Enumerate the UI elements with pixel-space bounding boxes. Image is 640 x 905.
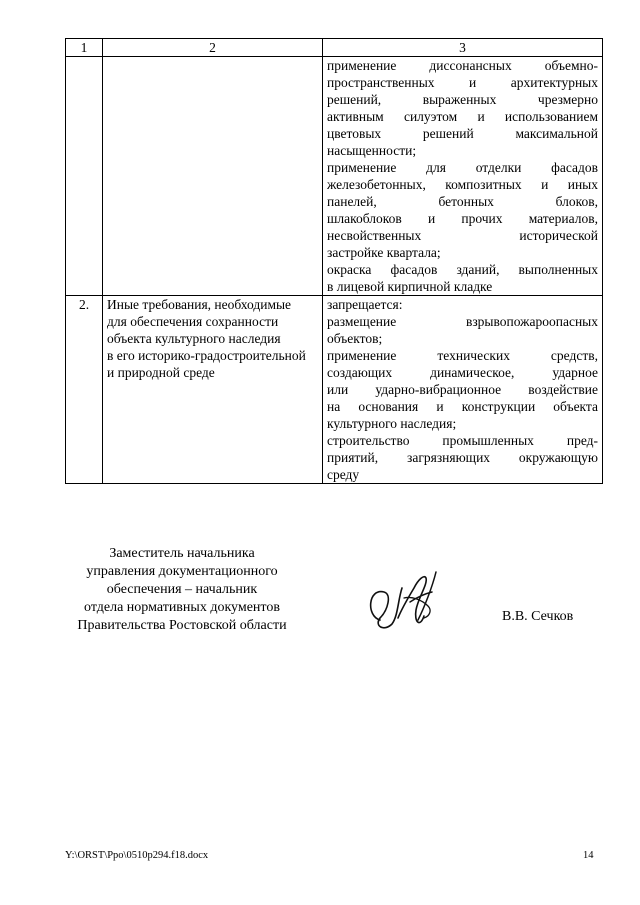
row2-number: 2.	[66, 296, 103, 484]
text-line: железобетонных, композитных и иных	[327, 177, 598, 192]
header-col-3: 3	[323, 39, 603, 57]
signer-name: В.В. Сечков	[502, 609, 574, 624]
row1-title	[103, 57, 323, 296]
text-line: запрещается:	[327, 297, 403, 312]
text-line: приятий, загрязняющих окружающую	[327, 450, 598, 465]
signature-block	[60, 545, 304, 635]
text-line: в его историко-градостроительной	[107, 348, 306, 363]
text-line: культурного наследия;	[327, 416, 457, 431]
text-line: Иные требования, необходимые	[107, 297, 292, 312]
requirements-table	[65, 38, 603, 484]
table-row	[66, 57, 603, 296]
text-line: насыщенности;	[327, 143, 417, 158]
text-line: и природной среде	[107, 365, 215, 380]
signature-title-line: Правительства Ростовской области	[77, 618, 287, 633]
text-line: или ударно-вибрационное воздействие	[327, 382, 598, 397]
text-line: применение диссонансных объемно-	[327, 58, 598, 73]
signature-title-line: обеспечения – начальник	[106, 582, 258, 597]
footer-file-path: Y:\ORST\Ppo\0510p294.f18.docx	[65, 850, 209, 861]
text-line: для обеспечения сохранности	[107, 314, 279, 329]
row1-content	[323, 57, 603, 296]
text-line: окраска фасадов зданий, выполненных	[327, 262, 598, 277]
text-line: применение для отделки фасадов	[327, 160, 598, 175]
page-number: 14	[583, 850, 594, 861]
signature-title-line: Заместитель начальника	[109, 546, 255, 561]
text-line: пространственных и архитектурных	[327, 75, 598, 90]
table-row	[66, 296, 603, 484]
text-line: объектов;	[327, 331, 383, 346]
text-line: объекта культурного наследия	[107, 331, 281, 346]
text-line: на основания и конструкции объекта	[327, 399, 598, 414]
signature-title-line: отдела нормативных документов	[84, 600, 280, 615]
header-col-1: 1	[66, 39, 103, 57]
text-line: в лицевой кирпичной кладке	[327, 279, 493, 294]
row2-title	[103, 296, 323, 484]
text-line: несвойственных исторической	[327, 228, 598, 243]
text-line: строительство промышленных пред-	[327, 433, 598, 448]
text-line: шлакоблоков и прочих материалов,	[327, 211, 598, 226]
handwritten-signature	[358, 558, 448, 648]
row1-number	[66, 57, 103, 296]
text-line: применение технических средств,	[327, 348, 598, 363]
text-line: размещение взрывопожароопасных	[327, 314, 598, 329]
header-col-2: 2	[103, 39, 323, 57]
text-line: застройке квартала;	[327, 245, 441, 260]
text-line: создающих динамическое, ударное	[327, 365, 598, 380]
signature-title-line: управления документационного	[86, 564, 278, 579]
text-line: активным силуэтом и использованием	[327, 109, 598, 124]
text-line: панелей, бетонных блоков,	[327, 194, 598, 209]
text-line: решений, выраженных чрезмерно	[327, 92, 598, 107]
text-line: среду	[327, 467, 360, 482]
text-line: цветовых решений максимальной	[327, 126, 598, 141]
row2-content	[323, 296, 603, 484]
table-header-row	[66, 39, 603, 57]
